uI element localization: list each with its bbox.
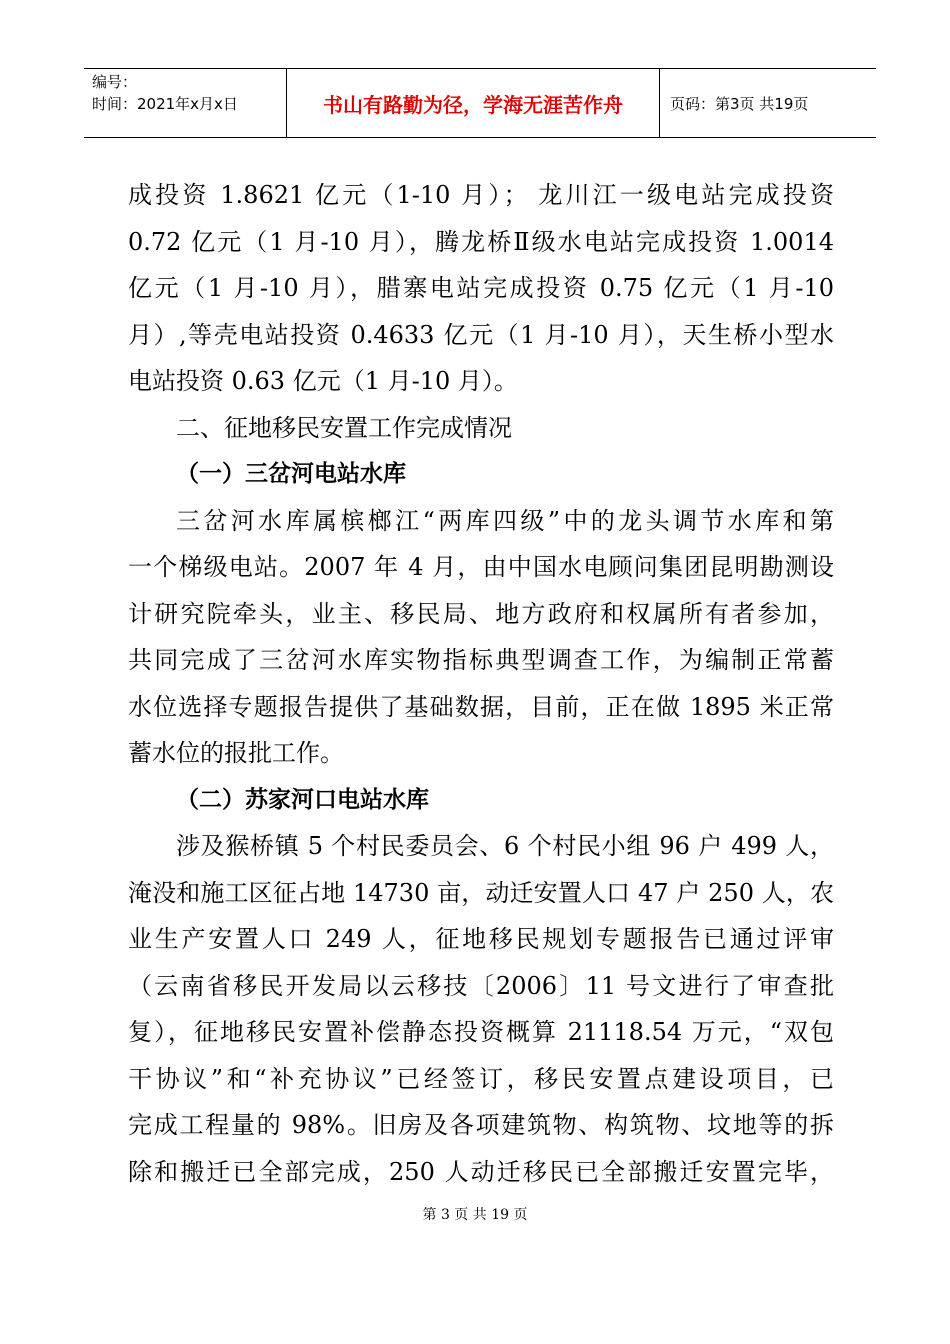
document-number-label: 编号： [92,73,138,91]
text-line: 复），征地移民安置补偿静态投资概算 21118.54 万元，“双包 [128,1018,834,1046]
page-header [84,68,876,138]
section-heading: 二、征地移民安置工作完成情况 [176,413,512,442]
text-line: 涉及猴桥镇 5 个村民委员会、6 个村民小组 96 户 499 人， [176,832,834,860]
header-meta [84,69,286,137]
document-body [128,172,834,1195]
text-line: 共同完成了三岔河水库实物指标典型调查工作，为编制正常蓄 [128,646,834,674]
page-footer: 第 3 页 共 19 页 [422,1207,528,1223]
text-line: 除和搬迁已全部完成，250 人动迁移民已全部搬迁安置完毕， [128,1157,834,1186]
paragraph-sanchahe [128,498,834,777]
document-date: 时间：2021年x月x日 [92,95,238,113]
header-motto: 书山有路勤为径，学海无涯苦作舟 [286,69,660,137]
header-page-info: 页码：第3页 共19页 [670,94,809,113]
text-line: 0.72 亿元（1 月-10 月），腾龙桥Ⅱ级水电站完成投资 1.0014 [128,227,834,256]
paragraph-sujiahekou [128,823,834,1195]
text-line: 干协议”和“补充协议”已经签订，移民安置点建设项目，已 [128,1064,834,1093]
text-line: （云南省移民开发局以云移技〔2006〕11 号文进行了审查批 [128,971,834,1000]
text-line: 完成工程量的 98%。旧房及各项建筑物、构筑物、坟地等的拆 [128,1111,834,1139]
text-line: 三岔河水库属槟榔江“两库四级”中的龙头调节水库和第 [176,506,834,535]
text-line: 计研究院牵头，业主、移民局、地方政府和权属所有者参加， [128,599,834,628]
text-line: 电站投资 0.63 亿元（1 月-10 月）。 [128,367,518,395]
text-line: 水位选择专题报告提供了基础数据，目前，正在做 1895 米正常 [128,692,834,721]
text-line: 亿元（1 月-10 月），腊寨电站完成投资 0.75 亿元（1 月-10 [128,274,834,302]
text-line: 蓄水位的报批工作。 [128,739,344,767]
paragraph-investment [128,172,834,405]
text-line: 成投资 1.8621 亿元（1-10 月）； 龙川江一级电站完成投资 [128,181,834,209]
text-line: 一个梯级电站。2007 年 4 月，由中国水电顾问集团昆明勘测设 [128,553,834,581]
text-line: 淹没和施工区征占地 14730 亩，动迁安置人口 47 户 250 人，农 [128,878,834,907]
text-line: 月）,等壳电站投资 0.4633 亿元（1 月-10 月），天生桥小型水 [128,320,834,349]
subsection-heading: （二）苏家河口电站水库 [176,786,429,813]
text-line: 业生产安置人口 249 人，征地移民规划专题报告已通过评审 [128,925,834,953]
subsection-heading: （一）三岔河电站水库 [176,461,406,487]
